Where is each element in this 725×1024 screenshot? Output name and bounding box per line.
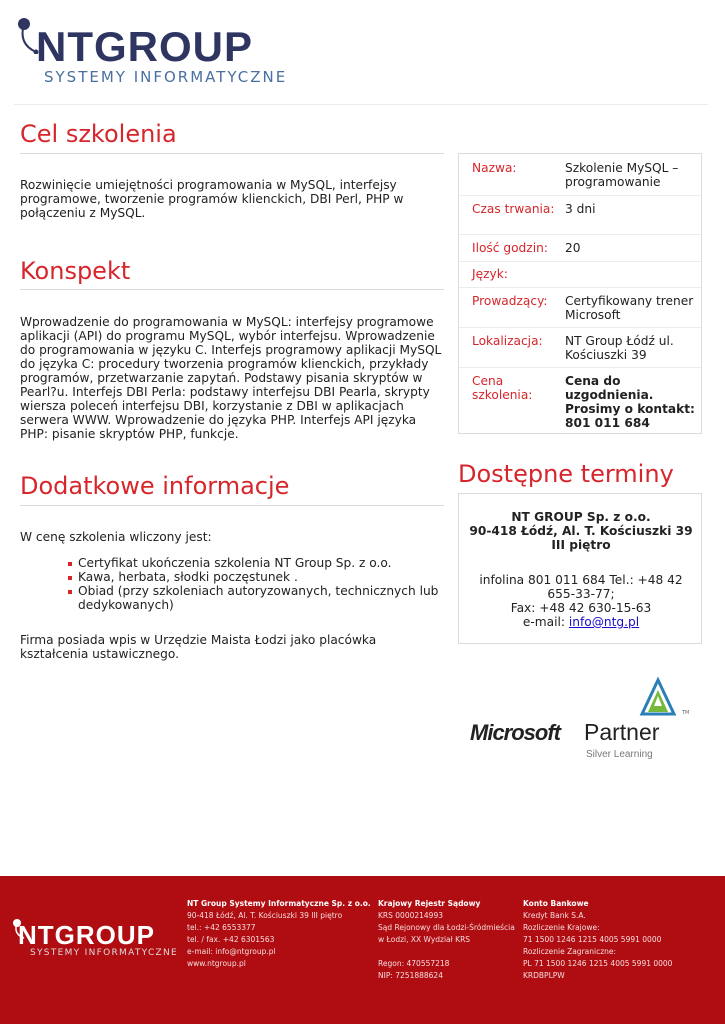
footer-bank-column: [523, 898, 713, 982]
footer-line: Rozliczenie Zagraniczne:: [523, 947, 617, 956]
footer-line: tel. / fax. +42 6301563: [187, 935, 275, 944]
info-value: Cena do uzgodnienia. Prosimy o kontakt: 801 011 684: [565, 374, 695, 430]
partner-emblem-icon: [634, 676, 682, 720]
terms-floor: III piętro: [551, 538, 611, 552]
dodatkowe-intro: W cenę szkolenia wliczony jest:: [20, 530, 212, 544]
footer-line: 71 1500 1246 1215 4005 5991 0000: [523, 935, 662, 944]
terms-box: [458, 493, 702, 644]
company-logo: [14, 14, 304, 90]
tm-mark: TM: [682, 710, 690, 716]
footer-line: Regon: 470557218: [378, 959, 450, 968]
footer-line: NIP: 7251888624: [378, 971, 443, 980]
partner-tier: Silver Learning: [586, 749, 653, 760]
info-label: Cena szkolenia:: [472, 374, 533, 402]
terms-street: 90-418 Łódź, Al. T. Kościuszki 39: [469, 524, 693, 538]
footer-line: PL 71 1500 1246 1215 4005 5991 0000: [523, 959, 673, 968]
info-label: Nazwa:: [472, 161, 517, 175]
section-title-cel: Cel szkolenia: [20, 120, 177, 148]
section-divider: [20, 153, 444, 154]
info-label: Lokalizacja:: [472, 334, 543, 348]
course-info-table: [458, 153, 702, 434]
footer-line: tel.: +42 6553377: [187, 923, 256, 932]
info-value: NT Group Łódź ul. Kościuszki 39: [565, 334, 674, 362]
footer-line: www.ntgroup.pl: [187, 959, 246, 968]
section-title-terminy: Dostępne terminy: [458, 460, 674, 488]
info-row-godzin: [459, 234, 701, 262]
logo-subtitle: SYSTEMY INFORMATYCZNE: [44, 68, 288, 86]
footer-company-column: [187, 898, 372, 970]
info-value: Certyfikowany trener Microsoft: [565, 294, 694, 322]
info-label: Prowadzący:: [472, 294, 548, 308]
footer-logo-subtitle: SYSTEMY INFORMATYCZNE: [30, 948, 179, 958]
konspekt-text: Wprowadzenie do programowania w MySQL: interfejsy programowe aplikacji (API) do programu MySQL, wybór interfejsu. Wprowadzenie do programowania w języku C. Interfejs programowy aplikacji MySQL do języka C: procedury tworzenia programów klienckich, przykłady programów, przetwarzanie zapytań. Podstawy pisania skryptów w Pearl?u. Interfejs DBI Perla: podstawy interfejsu DBI Pearla, skrypty wiersza poleceń interfejsu DBI, korzystanie z DBI w aplikacjach serwera WWW. Wprowadzenie do języka PHP. Interfejs API języka PHP: pisanie skryptów PHP, funkcje.: [20, 315, 442, 441]
footer-line: 90-418 Łódź, Al. T. Kościuszki 39 III piętro: [187, 911, 343, 920]
header-divider: [14, 104, 708, 105]
info-row-czas: [459, 195, 701, 235]
logo-text: NTGROUP: [36, 23, 253, 70]
partner-word: Partner: [584, 719, 660, 745]
email-link[interactable]: info@ntg.pl: [568, 615, 640, 629]
info-label: Język:: [472, 267, 508, 281]
section-title-konspekt: Konspekt: [20, 257, 131, 285]
footer-heading: Konto Bankowe: [523, 899, 589, 908]
footer-line: Rozliczenie Krajowe:: [523, 923, 600, 932]
footer-heading: Krajowy Rejestr Sądowy: [378, 899, 481, 908]
info-row-jezyk: [459, 261, 701, 288]
info-row-lokalizacja: [459, 327, 701, 368]
info-label: Czas trwania:: [472, 202, 555, 216]
footer: [0, 876, 725, 1024]
info-row-nazwa: [459, 154, 701, 196]
terms-address: [467, 510, 695, 552]
terms-email-line: [467, 615, 695, 629]
terms-contact: [467, 573, 695, 629]
info-value: 3 dni: [565, 202, 596, 216]
list-item: Kawa, herbata, słodki poczęstunek .: [78, 570, 444, 584]
info-value: 20: [565, 241, 581, 255]
partner-brand: Microsoft: [470, 720, 560, 745]
terms-company: NT GROUP Sp. z o.o.: [511, 510, 651, 524]
footer-line: Sąd Rejonowy dla Łodzi-Śródmieścia: [378, 923, 515, 932]
footer-line: Kredyt Bank S.A.: [523, 911, 586, 920]
list-item: Certyfikat ukończenia szkolenia NT Group Sp. z o.o.: [78, 556, 444, 570]
footer-line: e-mail: info@ntgroup.pl: [187, 947, 276, 956]
microsoft-partner-badge: [470, 676, 690, 766]
dodatkowe-note: Firma posiada wpis w Urzędzie Maista Łodzi jako placówka kształcenia ustawicznego.: [20, 633, 377, 661]
footer-line: KRDBPLPW: [523, 971, 565, 980]
info-row-prowadzacy: [459, 287, 701, 328]
section-divider: [20, 505, 444, 506]
footer-logo-text: NTGROUP: [18, 920, 155, 950]
info-label: Ilość godzin:: [472, 241, 548, 255]
list-item: Obiad (przy szkoleniach autoryzowanych, technicznych lub dedykowanych): [78, 584, 444, 612]
info-value: Szkolenie MySQL – programowanie: [565, 161, 679, 189]
email-prefix: e-mail:: [522, 615, 569, 629]
included-list: [78, 556, 444, 612]
info-row-cena: [459, 367, 701, 433]
footer-krs-column: [378, 898, 518, 982]
terms-fax: Fax: +48 42 630-15-63: [510, 601, 652, 615]
terms-phone: infolina 801 011 684 Tel.: +48 42 655-33-77;: [479, 573, 683, 601]
cel-text: Rozwinięcie umiejętności programowania w MySQL, interfejsy programowe, tworzenie programów klienckich, DBI Perl, PHP w połączeniu z MySQL.: [20, 178, 404, 220]
footer-line: w Łodzi, XX Wydział KRS: [378, 935, 471, 944]
section-divider: [20, 289, 444, 290]
footer-line: KRS 0000214993: [378, 911, 443, 920]
section-title-dodatkowe: Dodatkowe informacje: [20, 472, 290, 500]
footer-heading: NT Group Systemy Informatyczne Sp. z o.o.: [187, 899, 371, 908]
